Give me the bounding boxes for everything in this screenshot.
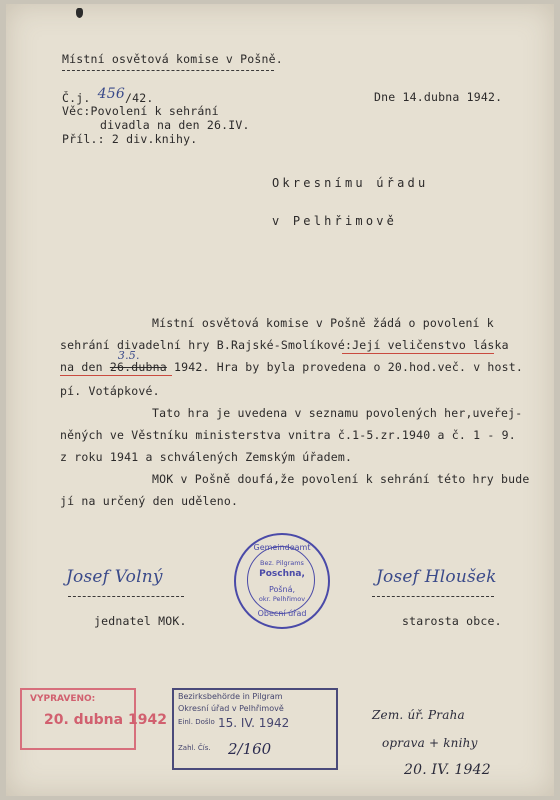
body-line-3: na den 26.dubna 3.5. 1942. Hra by byla provedena o 20.hod.več. v host. [60,349,524,374]
signature-left-role: jednatel MOK. [94,614,187,628]
sender-header: Místní osvětová komise v Pošně. [62,52,283,66]
body-line-5: Tato hra je uvedena v seznamu povolených her,uveřej- [152,406,523,420]
receipt-stamp: Bezirksbehörde in Pilgram Okresní úřad v Pelhřimově Einl. Došlo 15. IV. 1942 Zahl. Čís. 2/160 [172,688,338,770]
municipal-seal-stamp: Gemeindeamt Bez. Pilgrams Poschna, Pošná, okr. Pelhřimov Obecní úřad [234,533,330,629]
body-line-2: sehrání divadelní hry B.Rajské-Smolíkové:Její veličenstvo láska [60,338,509,352]
body-line-6: něných ve Věstníku ministerstva vnitra č.1-5.zr.1940 a č. 1 - 9. [60,428,516,442]
dispatch-stamp: VYPRAVENO: 20. dubna 1942 [20,688,136,750]
recipient-office: Okresnímu úřadu [272,176,429,190]
reference-number: 456 [97,86,125,102]
handwritten-note-1: Zem. úř. Praha [372,708,465,722]
letter-date: Dne 14.dubna 1942. [374,90,503,104]
corrected-date: 3.5. [117,349,140,362]
attachment-line: Příl.: 2 div.knihy. [62,132,198,146]
body-line-4: pí. Votápkové. [60,384,160,398]
handwritten-note-2: oprava + knihy [382,736,478,750]
underline-title [342,353,494,354]
subject-line-2: divadla na den 26.IV. [100,118,250,132]
signature-right: Josef Hloušek [376,567,497,587]
body-line-8: MOK v Pošně doufá,že povolení k sehrání této hry bude [152,472,530,486]
header-divider [62,70,274,71]
letter-page [6,4,554,796]
underline-date [60,375,172,376]
ink-blot [76,8,83,18]
body-line-7: z roku 1941 a schválených Zemským úřadem. [60,450,353,464]
reference-label: Č.j. 456/42. [62,86,154,105]
signature-left: Josef Volný [66,567,163,587]
handwritten-note-date: 20. IV. 1942 [404,762,491,778]
body-line-1: Místní osvětová komise v Pošně žádá o povolení k [152,316,494,330]
signature-right-line [372,596,494,597]
subject-line-1: Věc:Povolení k sehrání [62,104,219,118]
recipient-town: v Pelhřimově [272,214,398,228]
struck-date: 26.dubna [109,360,167,374]
signature-right-role: starosta obce. [402,614,502,628]
signature-left-line [68,596,184,597]
body-line-9: jí na určený den uděleno. [60,494,239,508]
